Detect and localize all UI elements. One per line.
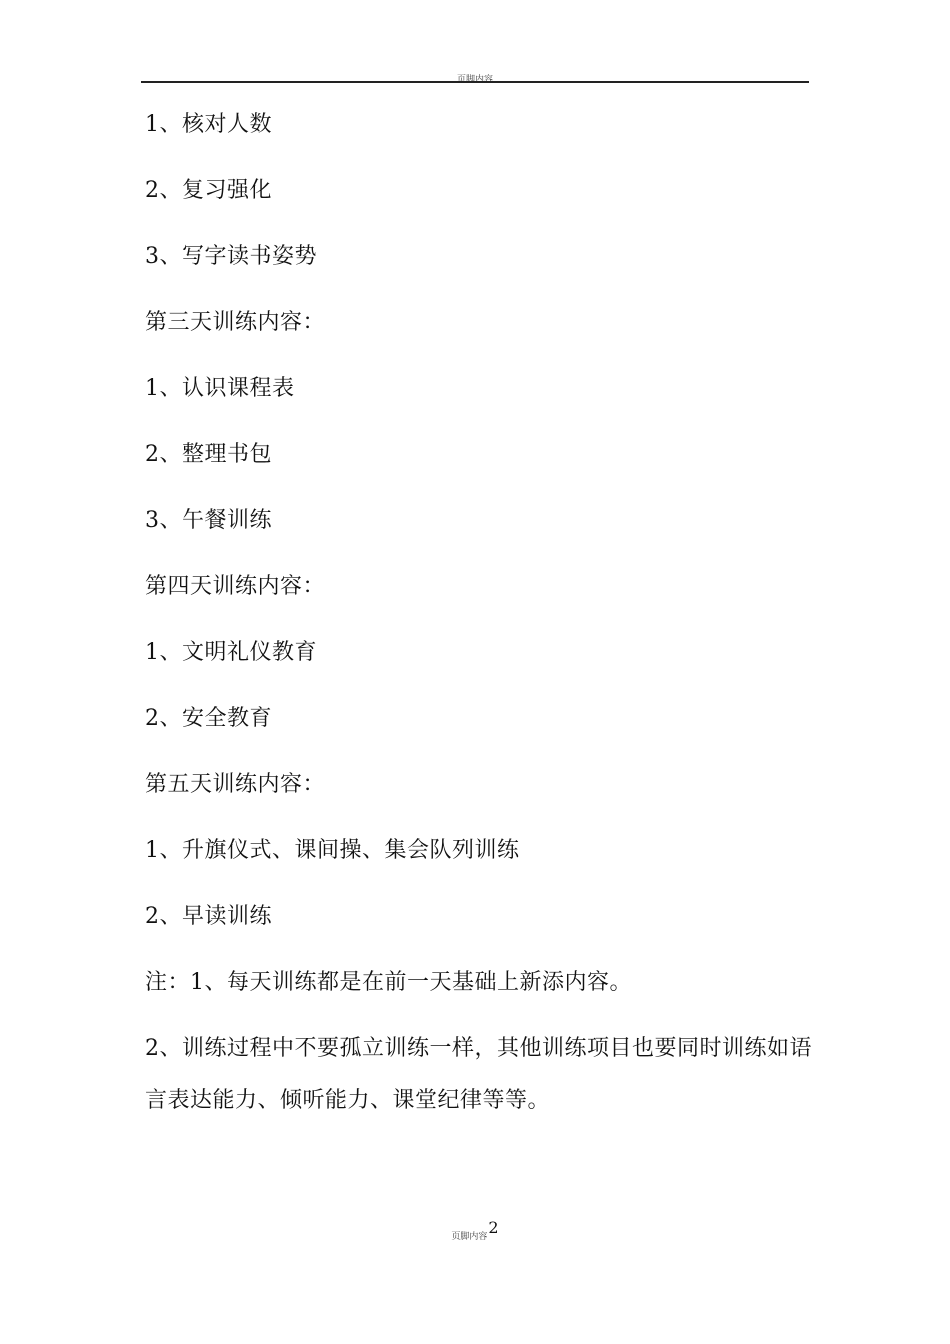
list-item: 2、早读训练 <box>145 904 272 929</box>
section-heading: 第三天训练内容： <box>145 310 326 335</box>
list-item: 3、午餐训练 <box>145 508 272 533</box>
section-heading: 第四天训练内容： <box>145 574 326 599</box>
list-item: 1、核对人数 <box>145 112 272 137</box>
list-item: 2、整理书包 <box>145 442 272 467</box>
page-header-text: 页脚内容 <box>456 75 493 85</box>
list-item: 3、写字读书姿势 <box>145 244 317 269</box>
page-number: 2 <box>488 1218 499 1237</box>
page-footer <box>0 1218 950 1245</box>
list-item: 2、安全教育 <box>145 706 272 731</box>
list-item: 1、升旗仪式、课间操、集会队列训练 <box>145 838 520 863</box>
list-item: 1、文明礼仪教育 <box>145 640 317 665</box>
document-body <box>145 112 810 1140</box>
note-paragraph-line-1: 2、训练过程中不要孤立训练一样，其他训练项目也要同时训练如语 <box>145 1036 812 1061</box>
note-line: 注：1、每天训练都是在前一天基础上新添内容。 <box>145 970 632 995</box>
section-heading: 第五天训练内容： <box>145 772 326 797</box>
note-paragraph-line-2: 言表达能力、倾听能力、课堂纪律等等。 <box>145 1088 551 1113</box>
footer-label: 页脚内容 <box>451 1232 488 1242</box>
list-item: 2、复习强化 <box>145 178 272 203</box>
header-divider <box>141 81 809 83</box>
list-item: 1、认识课程表 <box>145 376 295 401</box>
note-paragraph <box>145 1036 810 1114</box>
